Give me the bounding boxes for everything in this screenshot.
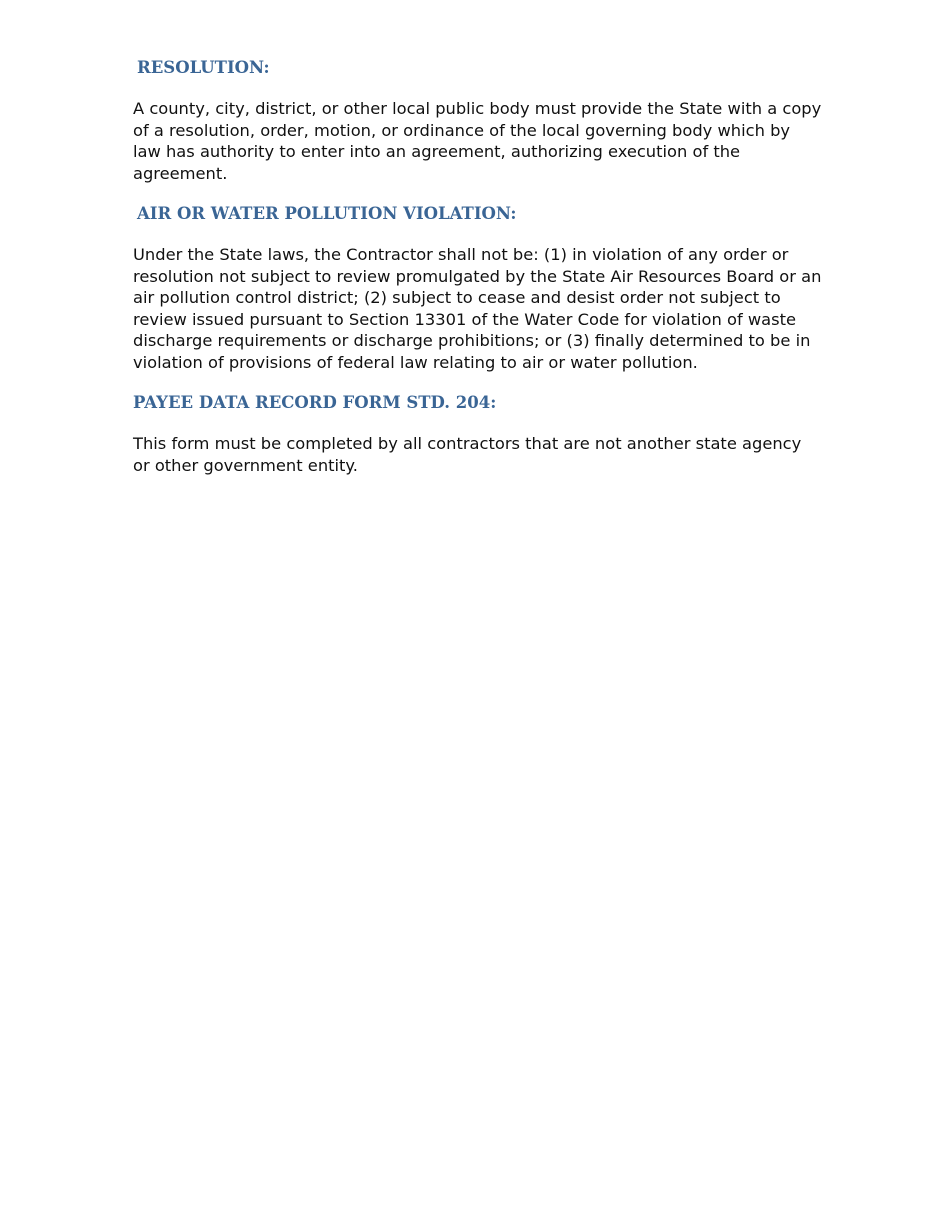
section-heading-resolution: RESOLUTION:	[137, 58, 270, 77]
section-heading-air-water-pollution: AIR OR WATER POLLUTION VIOLATION:	[137, 204, 517, 223]
section-heading-payee-data-record: PAYEE DATA RECORD FORM STD. 204:	[133, 393, 497, 412]
section-text-resolution: A county, city, district, or other local public body must provide the State with a copy of a resolution, order, motion, or ordinance of the local governing body which by law has authority to enter into an agreement, authorizing execution of the agreement.	[133, 99, 822, 183]
document-content	[133, 57, 823, 476]
section-text-air-water-pollution: Under the State laws, the Contractor shall not be: (1) in violation of any order or resolution not subject to review promulgated by the State Air Resources Board or an air pollution control district; (2) subject to cease and desist order not subject to review issued pursuant to Section 13301 of the Water Code for violation of waste discharge requirements or discharge prohibitions; or (3) finally determined to be in violation of provisions of federal law relating to air or water pollution.	[133, 245, 822, 372]
section-text-payee-data-record: This form must be completed by all contractors that are not another state agency or other government entity.	[133, 434, 802, 475]
